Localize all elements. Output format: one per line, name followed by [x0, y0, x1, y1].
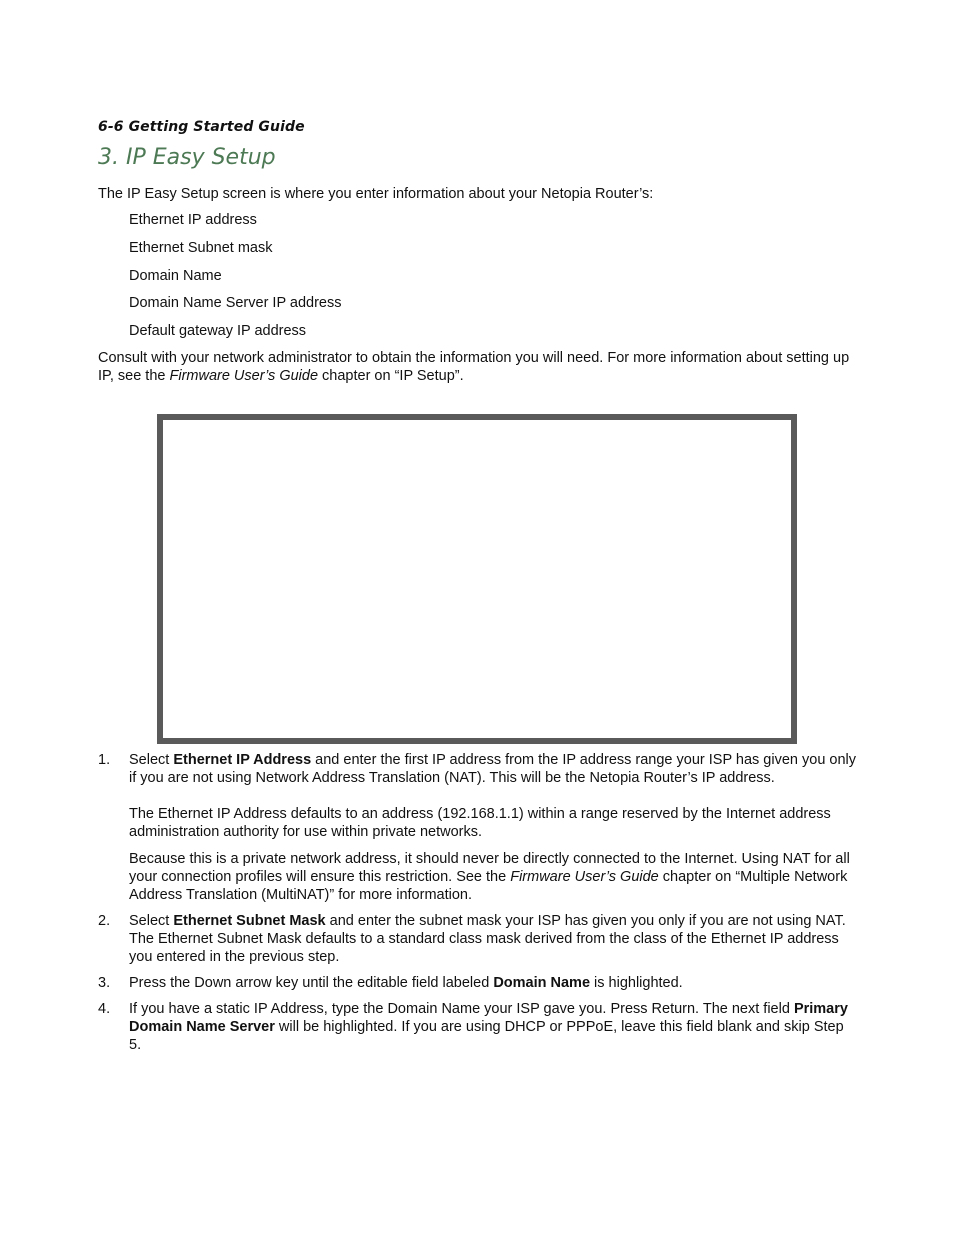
- step-number: 2.: [98, 913, 111, 929]
- field-name: Ethernet IP Address: [173, 752, 312, 768]
- guide-reference: Firmware User’s Guide: [169, 368, 319, 384]
- field-name: Primary Domain Name Server: [129, 1001, 848, 1035]
- screenshot-frame: [157, 414, 797, 744]
- list-item: Ethernet Subnet mask: [129, 239, 273, 256]
- step-number: 4.: [98, 1001, 111, 1017]
- ip-fields-list: [129, 211, 342, 350]
- step-number: 1.: [98, 752, 111, 768]
- step-note: The Ethernet IP Address defaults to an address (192.168.1.1) within a range reserved by the Internet address administration authority for use within private networks.: [129, 806, 831, 840]
- step-text: [129, 1000, 858, 1054]
- guide-reference: Firmware User’s Guide: [510, 869, 659, 885]
- step-note: [129, 850, 858, 904]
- step-text-start: Select: [129, 752, 174, 768]
- consult-paragraph: [98, 349, 854, 385]
- list-item: Domain Name: [129, 267, 222, 284]
- step-text-start: Press the Down arrow key until the editable field labeled: [129, 975, 494, 991]
- field-name: Ethernet Subnet Mask: [173, 913, 326, 929]
- step-item: [98, 751, 858, 904]
- consult-text: Consult with your network administrator to obtain the information you will need. For more information about setting up IP, see the: [98, 350, 850, 384]
- steps-list: [98, 751, 858, 1054]
- intro-paragraph: The IP Easy Setup screen is where you enter information about your Netopia Router’s:: [98, 186, 654, 202]
- list-item: Default gateway IP address: [129, 323, 307, 340]
- step-text: [129, 912, 858, 966]
- step-text-start: If you have a static IP Address, type the Domain Name your ISP gave you. Press Return. The next field: [129, 1001, 794, 1017]
- step-text-start: Select: [129, 913, 174, 929]
- step-text-end: is highlighted.: [590, 975, 683, 991]
- step-text-end: and enter the first IP address from the IP address range your ISP has given you only if you are not using Network Address Translation (NAT). This will be the Netopia Router’s IP address.: [129, 752, 857, 786]
- section-title: 3. IP Easy Setup: [98, 145, 276, 170]
- step-number: 3.: [98, 975, 111, 991]
- step-text-end: will be highlighted. If you are using DHCP or PPPoE, leave this field blank and skip Step 5.: [129, 1019, 844, 1053]
- step-note-start: Because this is a private network address, it should never be directly connected to the Internet. Using NAT for all your connection profiles will ensure this restriction. See the: [129, 851, 850, 885]
- step-item: [98, 974, 858, 992]
- field-name: Domain Name: [493, 975, 591, 991]
- step-text: [129, 974, 858, 992]
- list-item: Domain Name Server IP address: [129, 295, 342, 312]
- step-text: [129, 751, 858, 787]
- step-item: [98, 912, 858, 966]
- list-item: Ethernet IP address: [129, 212, 257, 228]
- running-head: 6-6 Getting Started Guide: [98, 119, 305, 135]
- step-note-end: chapter on “Multiple Network Address Translation (MultiNAT)” for more information.: [129, 869, 848, 903]
- consult-text-end: chapter on “IP Setup”.: [318, 368, 464, 384]
- step-item: [98, 1000, 858, 1054]
- step-text-end: and enter the subnet mask your ISP has given you only if you are not using NAT. The Ethernet Subnet Mask defaults to a standard class mask derived from the class of the Ethernet IP address you entered in the previous step.: [129, 913, 846, 965]
